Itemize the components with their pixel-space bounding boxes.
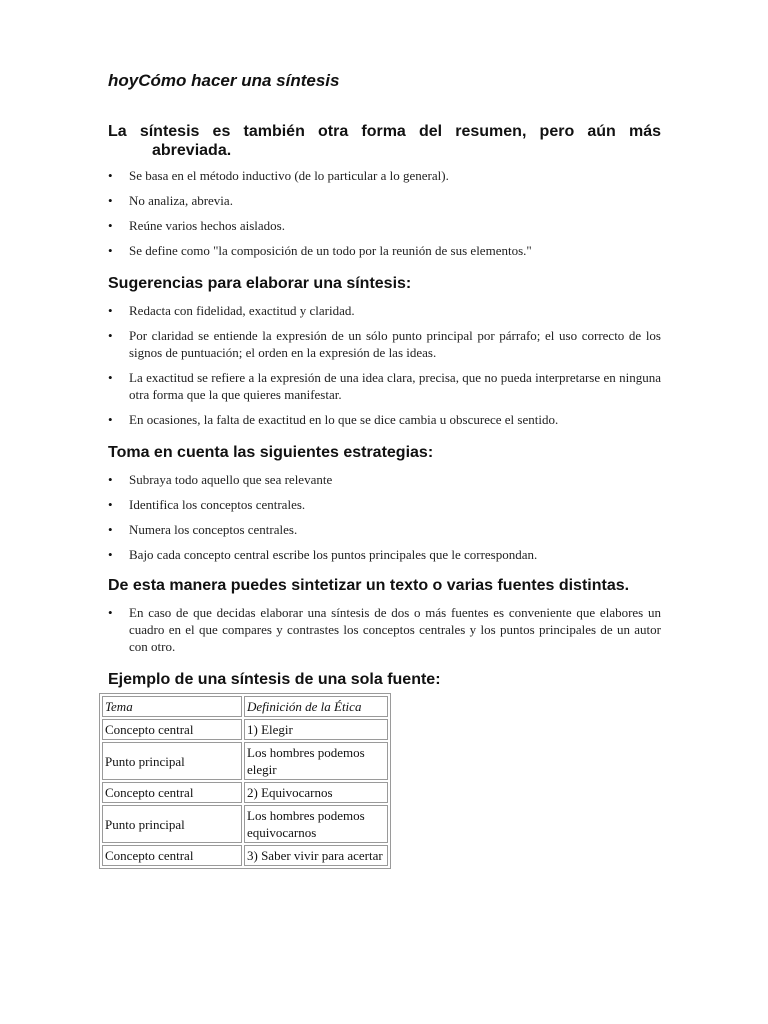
table-row <box>102 782 388 803</box>
table-cell: Concepto central <box>102 719 242 740</box>
example-table <box>99 693 391 869</box>
table-header-cell: Definición de la Ética <box>244 696 388 717</box>
section-heading-strategies: Toma en cuenta las siguientes estrategias: <box>108 444 434 461</box>
list-item: • Por claridad se entiende la expresión de un sólo punto principal por párrafo; el uso correcto de los signos de puntuación; el orden en la expresión de las ideas. <box>108 327 661 361</box>
table-cell: Punto principal <box>102 742 242 780</box>
list-item: • En ocasiones, la falta de exactitud en lo que se dice cambia u obscurece el sentido. <box>108 411 661 428</box>
list-item: • La exactitud se refiere a la expresión de una idea clara, precisa, que no pueda interpretarse en ninguna otra forma que la que quieres manifestar. <box>108 369 661 403</box>
strategies-bullet-list <box>108 471 661 571</box>
table-row <box>102 719 388 740</box>
suggestions-bullet-list <box>108 302 661 436</box>
intro-bullet-list <box>108 167 661 267</box>
table-header-row <box>102 696 388 717</box>
table-cell: Concepto central <box>102 782 242 803</box>
table-cell: Los hombres podemos equivocarnos <box>244 805 388 843</box>
list-item: • No analiza, abrevia. <box>108 192 661 209</box>
intro-line-2: abreviada. <box>152 142 232 159</box>
table-cell: Punto principal <box>102 805 242 843</box>
list-item: • En caso de que decidas elaborar una síntesis de dos o más fuentes es conveniente que elabores un cuadro en el que compares y contrastes los conceptos centrales y los puntos principales de un autor con otro. <box>108 604 661 655</box>
list-item: • Identifica los conceptos centrales. <box>108 496 661 513</box>
list-item: • Reúne varios hechos aislados. <box>108 217 661 234</box>
section-heading-example: Ejemplo de una síntesis de una sola fuente: <box>108 671 441 688</box>
table-cell: 3) Saber vivir para acertar <box>244 845 388 866</box>
list-item: • Redacta con fidelidad, exactitud y claridad. <box>108 302 661 319</box>
table-cell: Concepto central <box>102 845 242 866</box>
synthesis-method-bullet-list <box>108 604 661 663</box>
table-row <box>102 845 388 866</box>
intro-line-1: La síntesis es también otra forma del resumen, pero aún más <box>108 123 661 140</box>
section-heading-suggestions: Sugerencias para elaborar una síntesis: <box>108 275 412 292</box>
list-item: • Bajo cada concepto central escribe los puntos principales que le correspondan. <box>108 546 661 563</box>
table-row <box>102 742 388 780</box>
list-item: • Numera los conceptos centrales. <box>108 521 661 538</box>
section-heading-synthesis-method: De esta manera puedes sintetizar un texto o varias fuentes distintas. <box>108 577 630 594</box>
page-title: hoyCómo hacer una síntesis <box>108 71 340 90</box>
table-cell: 2) Equivocarnos <box>244 782 388 803</box>
table-cell: 1) Elegir <box>244 719 388 740</box>
table-cell: Los hombres podemos elegir <box>244 742 388 780</box>
list-item: • Se define como "la composición de un todo por la reunión de sus elementos." <box>108 242 661 259</box>
table-header-cell: Tema <box>102 696 242 717</box>
table-row <box>102 805 388 843</box>
intro-paragraph <box>108 122 661 160</box>
list-item: • Subraya todo aquello que sea relevante <box>108 471 661 488</box>
list-item: • Se basa en el método inductivo (de lo particular a lo general). <box>108 167 661 184</box>
